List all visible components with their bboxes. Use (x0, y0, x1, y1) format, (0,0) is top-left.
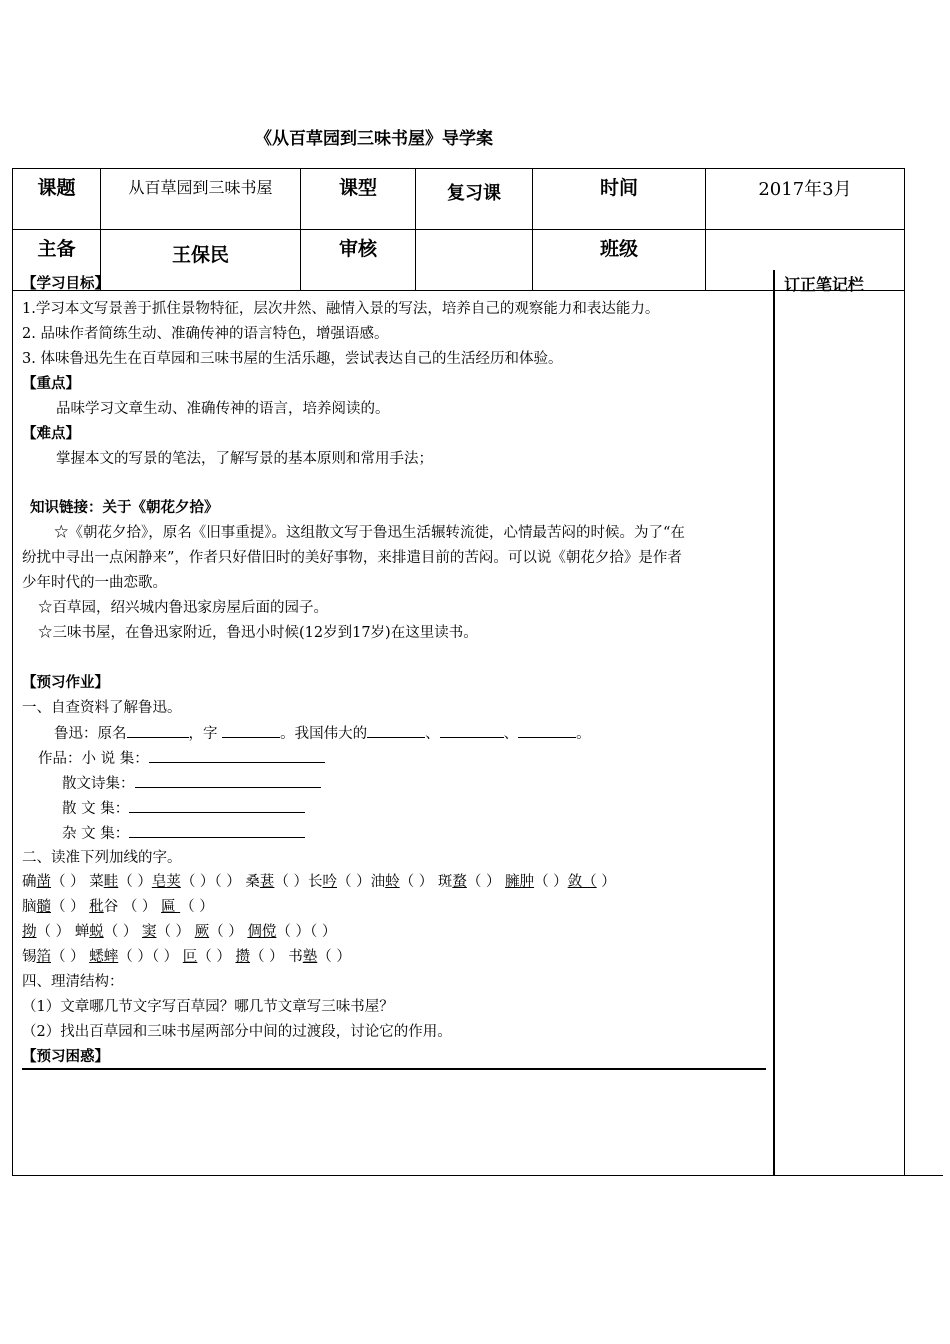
pronunciation-row-4 (22, 947, 351, 967)
char-text: （ ）（ ） (118, 949, 183, 965)
preview-q4: 四、理清结构： (22, 974, 124, 990)
confusion-rule (22, 1068, 766, 1070)
pronunciation-row-2 (22, 897, 214, 917)
correction-notes-box[interactable] (774, 270, 905, 1176)
column-divider (774, 270, 775, 1176)
underlined-char: 蜕 (89, 924, 104, 940)
works-novel-line (38, 748, 325, 769)
underlined-char: 蟋蟀 (89, 949, 119, 965)
novel-collection-blank[interactable] (149, 748, 325, 763)
underlined-char: 髓 (36, 899, 51, 915)
separator-2: 、 (503, 726, 519, 742)
correction-notes-title: 订正笔记栏 (784, 275, 865, 294)
char-text: （ ） 蝉 (36, 924, 90, 940)
reviewer-label: 审核 (301, 230, 416, 291)
underlined-char: 厥 (194, 924, 210, 940)
title-blank-3[interactable] (518, 723, 576, 738)
time-value: 2017年3月 (706, 169, 905, 230)
topic-value: 从百草园到三味书屋 (101, 169, 301, 230)
preview-q2: 二、读准下列加线的字。 (22, 850, 182, 866)
underlined-char: 凿 (36, 874, 51, 890)
luxun-name-label: 鲁迅：原名 (54, 726, 127, 742)
underlined-char: 箔 (36, 949, 51, 965)
char-text: （ ） (103, 924, 142, 940)
underlined-char: 畦 (103, 874, 119, 890)
underlined-char: 吟 (322, 874, 338, 890)
essay-collection-label: 散 文 集： (62, 801, 130, 817)
char-text: 锡 (22, 949, 37, 965)
char-text: （ ） (156, 924, 195, 940)
char-text: （ ） 斑 (399, 874, 453, 890)
char-text: （ ） (180, 899, 214, 915)
sentence-end: 。 (576, 726, 591, 742)
underlined-char: 葚 (259, 874, 275, 890)
underlined-char: 塾 (302, 949, 318, 965)
topic-label: 课题 (13, 169, 101, 230)
works-misc-line (62, 823, 305, 844)
key-heading: 【重点】 (22, 376, 80, 392)
char-text: （ ） (51, 899, 90, 915)
knowledge-para-3: ☆三味书屋，在鲁迅家附近，鲁迅小时候(12岁到17岁)在这里读书。 (38, 625, 478, 641)
underlined-char: 蝥 (452, 874, 467, 890)
preview-q4-2: （2）找出百草园和三味书屋两部分中间的过渡段，讨论它的作用。 (22, 1024, 452, 1040)
separator-1: 、 (425, 726, 440, 742)
underlined-char: 倜傥 (247, 924, 277, 940)
misc-essay-blank[interactable] (129, 823, 305, 838)
underlined-char: 叵 (182, 949, 198, 965)
underlined-char: 匾 (161, 899, 181, 915)
underlined-char: 蛉 (385, 874, 400, 890)
original-name-blank[interactable] (127, 723, 189, 738)
underlined-char: 臃肿 (505, 874, 535, 890)
pronunciation-row-1 (22, 872, 616, 892)
knowledge-para-1-line-2: 纷扰中寻出一点闲静来”，作者只好借旧时的美好事物，来排遣目前的苦闷。可以说《朝花夕拾》是作者 (22, 550, 682, 566)
novel-collection-label: 作品：小 说 集： (38, 751, 149, 767)
prose-poem-blank[interactable] (135, 773, 321, 788)
author-value: 王保民 (101, 230, 301, 291)
char-text: ） (596, 874, 616, 890)
luxun-fill-line (54, 723, 591, 744)
pronunciation-row-3 (22, 922, 336, 942)
char-text: （ ） (534, 874, 568, 890)
bottom-line-extension (905, 1175, 943, 1176)
char-text: （ ）（ ） 桑 (180, 874, 260, 890)
document-title: 《从百草园到三味书屋》导学案 (255, 129, 493, 149)
char-text: 谷 （ ） (103, 899, 162, 915)
underlined-char: 皂荚 (151, 874, 181, 890)
misc-essay-label: 杂 文 集： (62, 826, 130, 842)
char-text: （ ） (197, 949, 236, 965)
char-text: （ ）（ ） (276, 924, 337, 940)
knowledge-heading: 知识链接：关于《朝花夕拾》 (30, 500, 219, 516)
time-label: 时间 (533, 169, 706, 230)
char-text: （ ） (51, 949, 90, 965)
type-value: 复习课 (416, 169, 533, 230)
essay-collection-blank[interactable] (129, 798, 305, 813)
difficult-heading: 【难点】 (22, 426, 80, 442)
char-text: （ ） (209, 924, 248, 940)
char-text: （ ） (118, 874, 152, 890)
char-text: 确 (22, 874, 37, 890)
char-text: （ ） 菜 (51, 874, 104, 890)
class-label: 班级 (533, 230, 706, 291)
confusion-heading: 【预习困惑】 (22, 1049, 109, 1065)
luxun-courtesy-label: ，字 (188, 726, 218, 742)
char-text: 脑 (22, 899, 37, 915)
goal-item-3: 3. 体味鲁迅先生在百草园和三味书屋的生活乐趣，尝试表达自己的生活经历和体验。 (22, 351, 563, 367)
type-label: 课型 (301, 169, 416, 230)
char-text: （ ） 书 (250, 949, 303, 965)
underlined-char: 拗 (22, 924, 37, 940)
goal-item-1: 1.学习本文写景善于抓住景物特征，层次井然、融情入景的写法，培养自己的观察能力和表达能力。 (22, 301, 660, 317)
knowledge-para-1-line-1: ☆《朝花夕拾》，原名《旧事重提》。这组散文写于鲁迅生活辗转流徙，心情最苦闷的时候。为了“在 (54, 525, 685, 541)
author-label: 主备 (13, 230, 101, 291)
underlined-char: 秕 (89, 899, 104, 915)
preview-q4-1: （1）文章哪几节文字写百草园？哪几节文章写三味书屋？ (22, 999, 394, 1015)
underlined-char: 攒 (235, 949, 251, 965)
underlined-char: 敛（ (567, 874, 597, 890)
prose-poem-label: 散文诗集： (62, 776, 135, 792)
char-text: （ ） (466, 874, 506, 890)
title-blank-2[interactable] (440, 723, 504, 738)
char-text: （ ）油 (337, 874, 386, 890)
goals-heading: 【学习目标】 (22, 276, 109, 292)
preview-q1: 一、自查资料了解鲁迅。 (22, 700, 182, 716)
luxun-titles-label: 。我国伟大的 (280, 726, 368, 742)
header-row-1 (13, 169, 905, 230)
courtesy-name-blank[interactable] (222, 723, 280, 738)
title-blank-1[interactable] (367, 723, 425, 738)
char-text: （ ）长 (274, 874, 323, 890)
works-essay-line (62, 798, 305, 819)
works-poem-line (62, 773, 321, 794)
key-text: 品味学习文章生动、准确传神的语言，培养阅读的。 (56, 401, 390, 417)
knowledge-para-1-line-3: 少年时代的一曲恋歌。 (22, 575, 167, 591)
underlined-char: 窦 (141, 924, 157, 940)
knowledge-para-2: ☆百草园，绍兴城内鲁迅家房屋后面的园子。 (38, 600, 328, 616)
preview-heading: 【预习作业】 (22, 675, 109, 691)
char-text: （ ） (317, 949, 351, 965)
difficult-text: 掌握本文的写景的笔法，了解写景的基本原则和常用手法； (56, 451, 433, 467)
goal-item-2: 2. 品味作者简练生动、准确传神的语言特色，增强语感。 (22, 326, 389, 342)
